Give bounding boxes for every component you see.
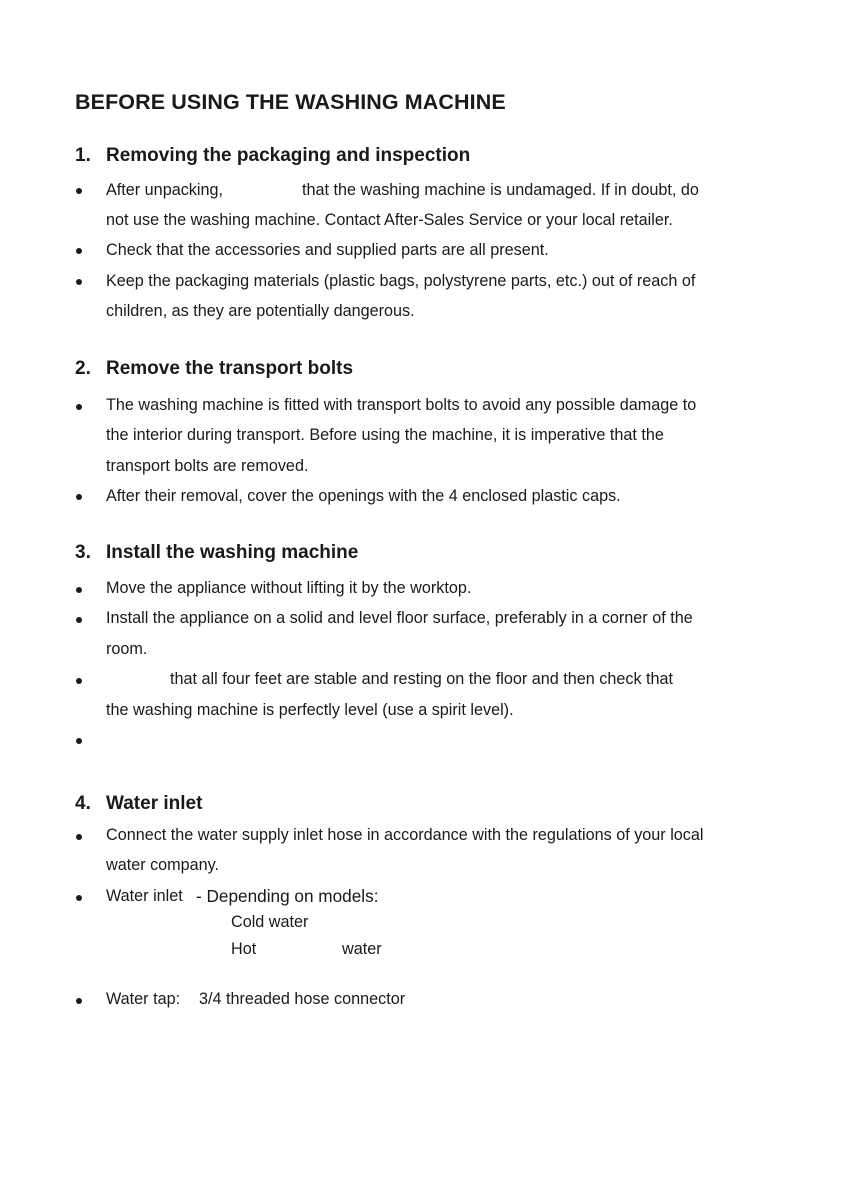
section-2-heading: [75, 358, 575, 382]
list-item-line: Connect the water supply inlet hose in accordance with the regulations of your local: [106, 826, 704, 844]
section-1-heading: [75, 145, 575, 169]
list-item-line: After their removal, cover the openings with the 4 enclosed plastic caps.: [106, 487, 621, 505]
section-title: Removing the packaging and inspection: [106, 145, 471, 166]
water-type-hot-suffix: water: [342, 940, 382, 958]
section-number: 1.: [75, 145, 91, 166]
bullet-icon: [76, 998, 82, 1004]
list-item-line: Move the appliance without lifting it by the worktop.: [106, 579, 472, 597]
section-4-heading: [75, 793, 575, 817]
bullet-icon: [76, 678, 82, 684]
section-number: 3.: [75, 542, 91, 563]
bullet-icon: [76, 404, 82, 410]
section-3-heading: [75, 542, 575, 566]
list-item-line: water company.: [106, 856, 220, 874]
list-item-line: the interior during transport. Before using the machine, it is imperative that the: [106, 426, 664, 444]
section-title: Water inlet: [106, 793, 203, 814]
bullet-icon: [76, 279, 82, 285]
bullet-icon: [76, 738, 82, 744]
page-title: BEFORE USING THE WASHING MACHINE: [75, 90, 506, 114]
list-item-line: the washing machine is perfectly level (use a spirit level).: [106, 701, 514, 719]
list-item-line: Water inlet: [106, 887, 183, 905]
section-number: 2.: [75, 358, 91, 379]
water-type-cold: Cold water: [231, 913, 309, 931]
list-item-line: Install the appliance on a solid and level floor surface, preferably in a corner of the: [106, 609, 693, 627]
list-item-line: that all four feet are stable and resting on the floor and then check that: [170, 670, 674, 688]
list-item-line: not use the washing machine. Contact After-Sales Service or your local retailer.: [106, 211, 673, 229]
bullet-icon: [76, 834, 82, 840]
section-title: Install the washing machine: [106, 542, 359, 563]
list-item-line: Keep the packaging materials (plastic bags, polystyrene parts, etc.) out of reach of: [106, 272, 696, 290]
list-item-line: children, as they are potentially dangerous.: [106, 302, 415, 320]
bullet-icon: [76, 587, 82, 593]
list-item-line: room.: [106, 640, 148, 658]
water-type-hot: Hot: [231, 940, 257, 958]
bullet-icon: [76, 494, 82, 500]
bullet-icon: [76, 617, 82, 623]
bullet-icon: [76, 248, 82, 254]
list-item-line: 3/4 threaded hose connector: [199, 990, 406, 1008]
list-item-line: that the washing machine is undamaged. If in doubt, do: [302, 181, 699, 199]
list-item-line: After unpacking,: [106, 181, 223, 199]
list-item-line: The washing machine is fitted with transport bolts to avoid any possible damage to: [106, 396, 697, 414]
section-number: 4.: [75, 793, 91, 814]
list-item-line: Check that the accessories and supplied parts are all present.: [106, 241, 549, 259]
bullet-icon: [76, 188, 82, 194]
list-item-line: transport bolts are removed.: [106, 457, 309, 475]
bullet-icon: [76, 895, 82, 901]
list-item-line: Water tap:: [106, 990, 181, 1008]
section-title: Remove the transport bolts: [106, 358, 354, 379]
list-item-line: - Depending on models:: [196, 886, 379, 906]
